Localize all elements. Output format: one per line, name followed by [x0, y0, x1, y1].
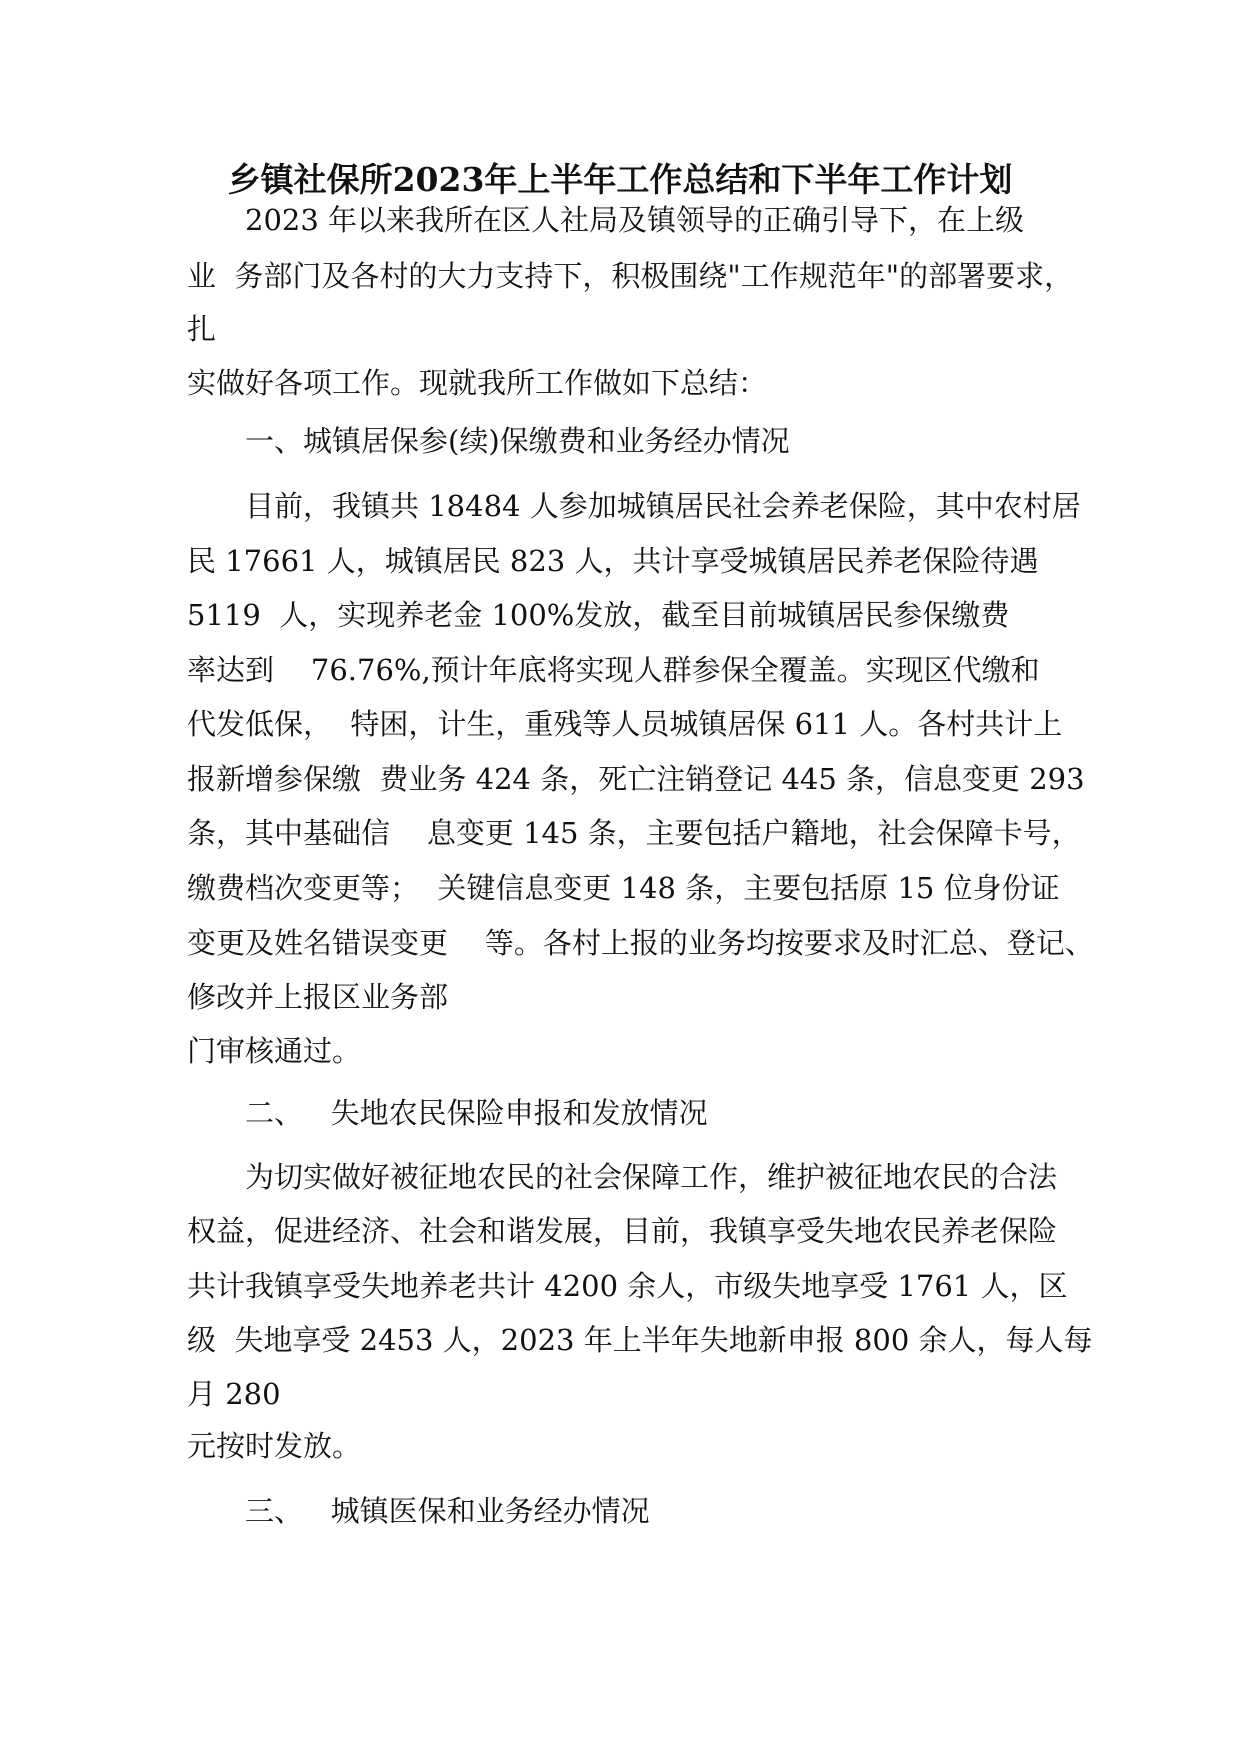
section-1-line-6: 报新增参保缴 费业务 424 条，死亡注销登记 445 条，信息变更 293: [187, 762, 1085, 796]
section-2-line-2: 权益，促进经济、社会和谐发展，目前，我镇享受失地农民养老保险: [187, 1214, 1058, 1248]
section-heading-2: 二、 失地农民保险申报和发放情况: [245, 1096, 708, 1130]
section-2-line-1: 为切实做好被征地农民的社会保障工作，维护被征地农民的合法: [245, 1160, 1058, 1194]
intro-line-2: 业 务部门及各村的大力支持下，积极围绕"工作规范年"的部署要求，: [187, 259, 1074, 293]
section-1-line-7: 条，其中基础信 息变更 145 条，主要包括户籍地，社会保障卡号，: [187, 816, 1081, 850]
intro-line-3: 扎: [187, 312, 217, 346]
section-heading-1: 一、城镇居保参(续)保缴费和业务经办情况: [245, 424, 790, 458]
section-2-line-6: 元按时发放。: [187, 1429, 362, 1463]
intro-line-4: 实做好各项工作。现就我所工作做如下总结：: [187, 366, 768, 400]
section-1-line-3: 5119 人，实现养老金 100%发放，截至目前城镇居民参保缴费: [187, 598, 1010, 632]
section-1-line-4: 率达到 76.76%,预计年底将实现人群参保全覆盖。实现区代缴和: [187, 653, 1040, 687]
section-1-line-5: 代发低保， 特困，计生，重残等人员城镇居保 611 人。各村共计上: [187, 707, 1063, 741]
section-2-line-5: 月 280: [187, 1377, 281, 1411]
section-2-line-3: 共计我镇享受失地养老共计 4200 余人，市级失地享受 1761 人，区: [187, 1269, 1068, 1303]
section-heading-3: 三、 城镇医保和业务经办情况: [245, 1494, 650, 1528]
section-1-line-10: 修改并上报区业务部: [187, 980, 449, 1014]
intro-line-1: 2023 年以来我所在区人社局及镇领导的正确引导下，在上级: [245, 203, 1025, 237]
section-1-line-11: 门审核通过。: [187, 1034, 362, 1068]
section-2-line-4: 级 失地享受 2453 人，2023 年上半年失地新申报 800 余人，每人每: [187, 1323, 1093, 1357]
section-1-line-2: 民 17661 人，城镇居民 823 人，共计享受城镇居民养老保险待遇: [187, 544, 1039, 578]
section-1-line-8: 缴费档次变更等； 关键信息变更 148 条，主要包括原 15 位身份证: [187, 871, 1060, 905]
section-1-line-9: 变更及姓名错误变更 等。各村上报的业务均按要求及时汇总、登记、: [187, 926, 1094, 960]
document-title: 乡镇社保所2023年上半年工作总结和下半年工作计划: [227, 160, 1013, 199]
section-1-line-1: 目前，我镇共 18484 人参加城镇居民社会养老保险，其中农村居: [245, 489, 1081, 523]
